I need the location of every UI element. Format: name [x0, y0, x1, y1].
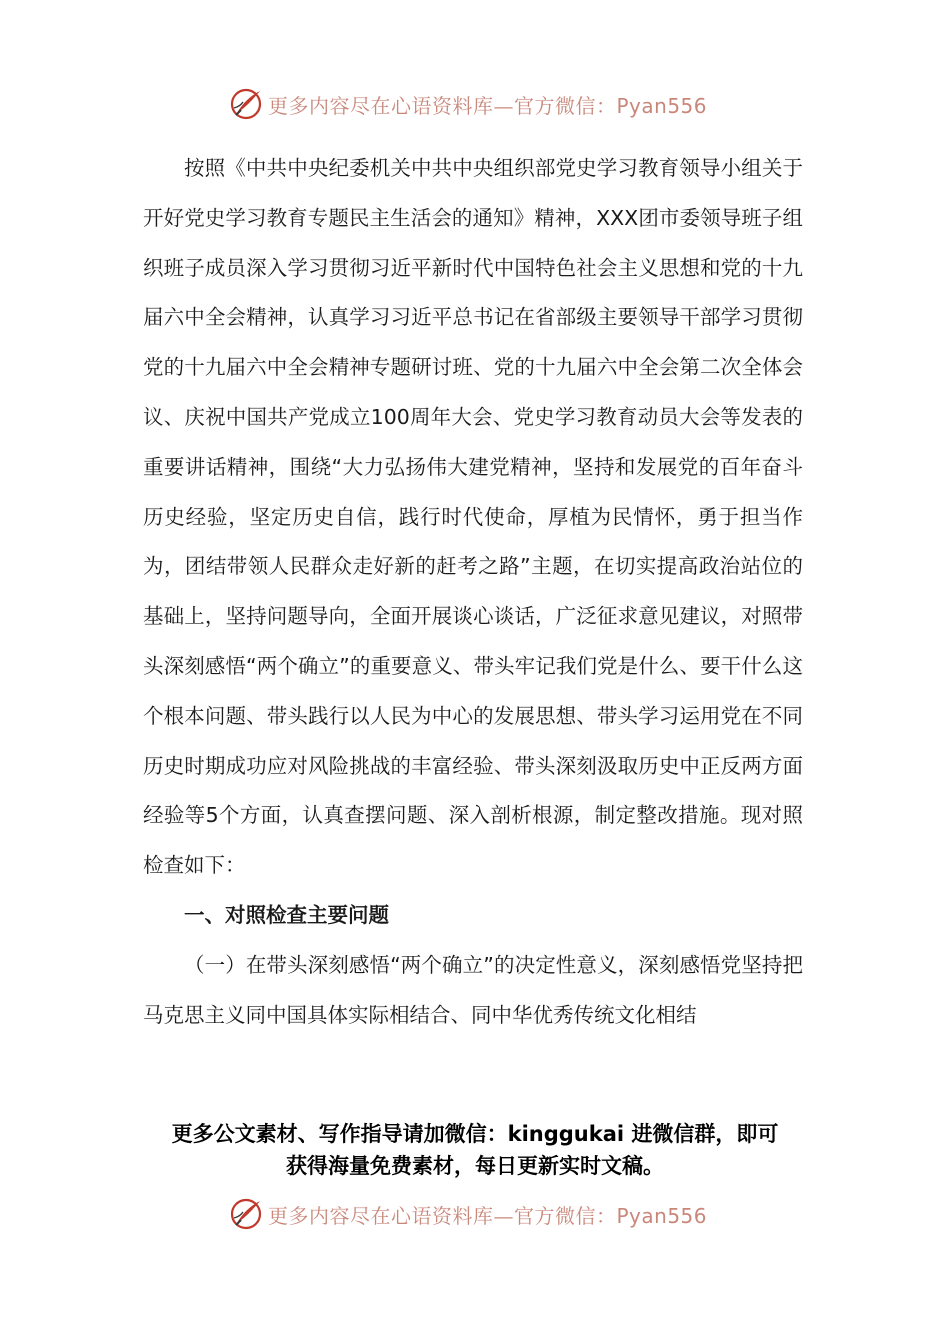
banner-title: 更多内容尽在心语资料库	[268, 93, 494, 118]
banner-title: 更多内容尽在心语资料库	[268, 1203, 494, 1228]
wechat-id: Pyan556	[616, 1203, 708, 1228]
section-heading: 一、对照检查主要问题	[184, 902, 389, 927]
wechat-label: 官方微信：	[514, 1203, 617, 1228]
banner-separator: —	[493, 93, 514, 118]
subsection-paragraph: （一）在带头深刻感悟“两个确立”的决定性意义，深刻感悟党坚持把马克思主义同中国具体实际相结合、同中华优秀传统文化相结	[143, 952, 803, 1027]
wechat-label: 官方微信：	[514, 93, 617, 118]
footer-banner	[228, 1194, 707, 1234]
wechat-id: Pyan556	[616, 93, 708, 118]
banner-text	[268, 90, 707, 119]
quill-logo-icon	[228, 86, 264, 122]
header-banner	[228, 84, 707, 124]
banner-text	[268, 1200, 707, 1229]
promo-line-2: 获得海量免费素材，每日更新实时文稿。	[286, 1154, 664, 1178]
promo-notice	[140, 1118, 810, 1182]
banner-separator: —	[493, 1203, 514, 1228]
intro-paragraph: 按照《中共中央纪委机关中共中央组织部党史学习教育领导小组关于开好党史学习教育专题民主生活会的通知》精神，XXX团市委领导班子组织班子成员深入学习贯彻习近平新时代中国特色社会主义思想和党的十九届六中全会精神，认真学习习近平总书记在省部级主要领导干部学习贯彻党的十九届六中全会精神专题研讨班、党的十九届六中全会第二次全体会议、庆祝中国共产党成立100周年大会、党史学习教育动员大会等发表的重要讲话精神，围绕“大力弘扬伟大建党精神，坚持和发展党的百年奋斗历史经验，坚定历史自信，践行时代使命，厚植为民情怀，勇于担当作为，团结带领人民群众走好新的赶考之路”主题，在切实提高政治站位的基础上，坚持问题导向，全面开展谈心谈话，广泛征求意见建议，对照带头深刻感悟“两个确立”的重要意义、带头牢记我们党是什么、要干什么这个根本问题、带头践行以人民为中心的发展思想、带头学习运用党在不同历史时期成功应对风险挑战的丰富经验、带头深刻汲取历史中正反两方面经验等5个方面，认真查摆问题、深入剖析根源，制定整改措施。现对照检查如下：	[143, 156, 803, 878]
promo-line-1: 更多公文素材、写作指导请加微信：kinggukai 进微信群，即可	[171, 1122, 779, 1146]
quill-logo-icon	[228, 1196, 264, 1232]
document-body	[143, 144, 803, 1040]
